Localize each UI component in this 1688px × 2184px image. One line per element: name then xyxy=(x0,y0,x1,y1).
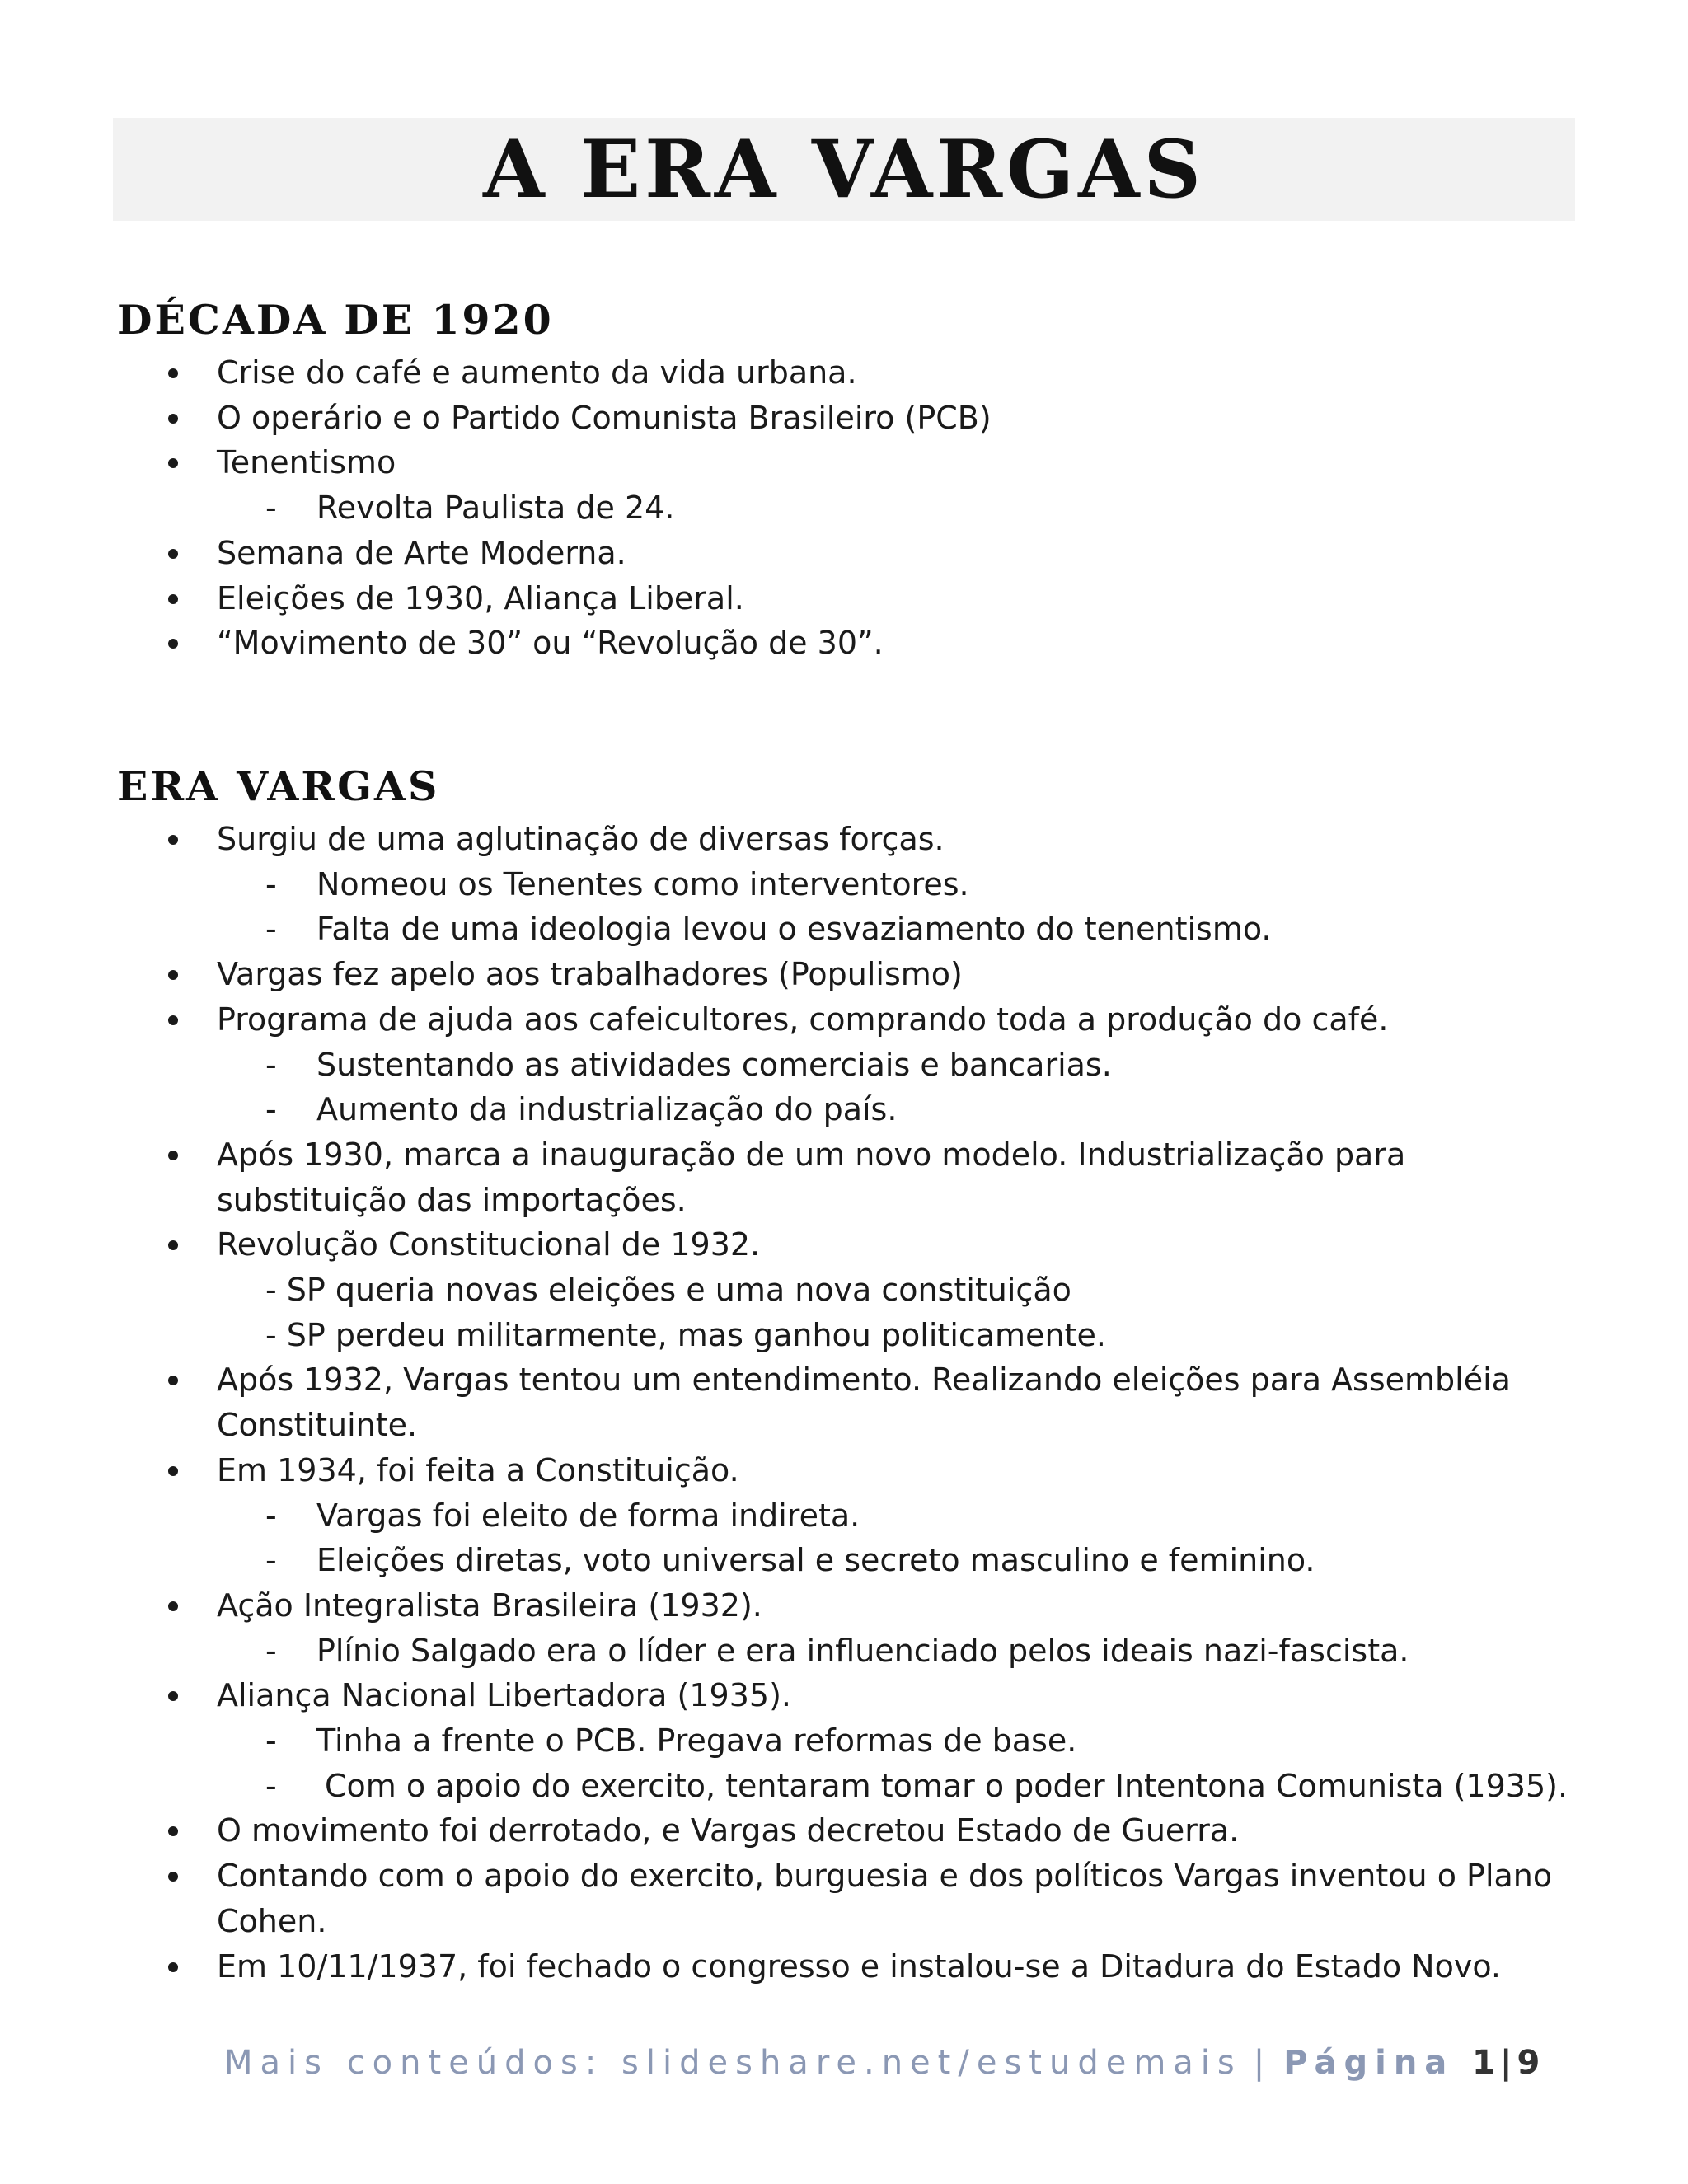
sub-item xyxy=(117,1629,1592,1674)
list-item xyxy=(117,531,1592,576)
sub-item xyxy=(117,1313,1592,1358)
dash-marker: - xyxy=(265,1497,277,1534)
sub-item xyxy=(117,1043,1592,1088)
list-item-text: Crise do café e aumento da vida urbana. xyxy=(217,354,857,391)
page-current: 1 xyxy=(1472,2044,1500,2082)
sub-item-text: Tinha a frente o PCB. Pregava reformas de base. xyxy=(316,1722,1077,1760)
bullet-icon xyxy=(168,1691,178,1701)
list-item xyxy=(117,1673,1592,1718)
sub-item-text: - SP perdeu militarmente, mas ganhou politicamente. xyxy=(265,1316,1106,1353)
dash-marker: - xyxy=(265,911,277,948)
list-item-text: Após 1932, Vargas tentou um entendimento. Realizando eleições para Assembléia xyxy=(217,1361,1511,1399)
bullet-icon xyxy=(168,1466,178,1476)
sub-item xyxy=(117,1087,1592,1132)
bullet-icon xyxy=(168,835,178,845)
sub-item xyxy=(117,1764,1592,1809)
dash-marker: - xyxy=(265,490,277,527)
sub-item-text: Falta de uma ideologia levou o esvaziamento do tenentismo. xyxy=(316,911,1272,948)
list-item-text: O movimento foi derrotado, e Vargas decretou Estado de Guerra. xyxy=(217,1812,1240,1849)
list-item xyxy=(117,350,1592,396)
list-item xyxy=(117,1854,1592,1943)
bullet-icon xyxy=(168,1872,178,1882)
footer-source: Mais conteúdos: slideshare.net/estudemais xyxy=(224,2044,1242,2082)
list-item-text: Aliança Nacional Libertadora (1935). xyxy=(217,1677,791,1714)
list-item-text: Em 1934, foi feita a Constituição. xyxy=(217,1451,739,1488)
list-item-text-continued: substituição das importações. xyxy=(217,1181,687,1218)
title-banner xyxy=(113,118,1575,221)
list-item xyxy=(117,817,1592,862)
list-item-text: Tenentismo xyxy=(217,444,396,481)
section-decada-1920 xyxy=(117,289,1592,666)
list-item xyxy=(117,1222,1592,1268)
sub-item-text: Nomeou os Tenentes como interventores. xyxy=(316,865,969,902)
page-footer xyxy=(224,2042,1545,2083)
sub-item xyxy=(117,862,1592,907)
bullet-icon xyxy=(168,458,178,468)
list-item-text: O operário e o Partido Comunista Brasileiro (PCB) xyxy=(217,399,992,436)
list-item xyxy=(117,952,1592,997)
list-item-text-continued: Constituinte. xyxy=(217,1407,418,1444)
sub-item xyxy=(117,907,1592,952)
list-item-text-continued: Cohen. xyxy=(217,1902,327,1939)
sub-item-text: Revolta Paulista de 24. xyxy=(316,490,675,527)
dash-marker: - xyxy=(265,1046,277,1083)
dash-marker: - xyxy=(265,1542,277,1579)
bullet-icon xyxy=(168,1151,178,1160)
page-title: A ERA VARGAS xyxy=(483,122,1205,216)
list-item xyxy=(117,1132,1592,1222)
list-item-text: Em 10/11/1937, foi fechado o congresso e instalou-se a Ditadura do Estado Novo. xyxy=(217,1947,1501,1985)
list-item-text: Ação Integralista Brasileira (1932). xyxy=(217,1586,762,1624)
dash-marker: - xyxy=(265,1767,277,1804)
dash-marker: - xyxy=(265,1722,277,1760)
bullet-icon xyxy=(168,1240,178,1250)
list-item xyxy=(117,1808,1592,1854)
sub-item xyxy=(117,1538,1592,1583)
sub-item xyxy=(117,1268,1592,1313)
sub-item-text: Eleições diretas, voto universal e secreto masculino e feminino. xyxy=(316,1542,1315,1579)
bullet-icon xyxy=(168,1601,178,1611)
bullet-icon xyxy=(168,414,178,424)
bullet-icon xyxy=(168,594,178,604)
sub-item-text: Plínio Salgado era o líder e era influenciado pelos ideais nazi-fascista. xyxy=(316,1632,1409,1669)
list-item xyxy=(117,440,1592,485)
sub-item-text: Vargas foi eleito de forma indireta. xyxy=(316,1497,860,1534)
section-heading: DÉCADA DE 1920 xyxy=(117,296,554,344)
page-total: 9 xyxy=(1517,2044,1545,2082)
bullet-list xyxy=(117,350,1592,666)
list-item xyxy=(117,621,1592,666)
bullet-icon xyxy=(168,639,178,649)
list-item xyxy=(117,576,1592,621)
list-item-text: Programa de ajuda aos cafeicultores, comprando toda a produção do café. xyxy=(217,1001,1389,1038)
footer-page-label: Página xyxy=(1283,2044,1455,2082)
sub-item-text: Sustentando as atividades comerciais e bancarias. xyxy=(316,1046,1112,1083)
list-item-text: Surgiu de uma aglutinação de diversas forças. xyxy=(217,821,945,857)
list-item-text: Contando com o apoio do exercito, burguesia e dos políticos Vargas inventou o Plano xyxy=(217,1858,1553,1895)
bullet-icon xyxy=(168,1376,178,1385)
list-item-text: “Movimento de 30” ou “Revolução de 30”. xyxy=(217,625,884,662)
list-item xyxy=(117,1583,1592,1629)
page-number-separator: | xyxy=(1499,2044,1517,2082)
list-item xyxy=(117,1944,1592,1990)
bullet-icon xyxy=(168,1826,178,1836)
sub-item xyxy=(117,1718,1592,1764)
bullet-icon xyxy=(168,1962,178,1972)
footer-separator: | xyxy=(1253,2044,1273,2082)
section-heading: ERA VARGAS xyxy=(117,762,440,810)
bullet-icon xyxy=(168,1015,178,1025)
list-item-text: Semana de Arte Moderna. xyxy=(217,534,626,571)
list-item-text: Eleições de 1930, Aliança Liberal. xyxy=(217,579,744,616)
list-item-text: Vargas fez apelo aos trabalhadores (Populismo) xyxy=(217,956,963,993)
sub-item-text: - SP queria novas eleições e uma nova constituição xyxy=(265,1272,1071,1309)
sub-item-text: Com o apoio do exercito, tentaram tomar o poder Intentona Comunista (1935). xyxy=(325,1767,1568,1804)
section-era-vargas xyxy=(117,756,1592,1989)
list-item-text: Revolução Constitucional de 1932. xyxy=(217,1226,761,1263)
dash-marker: - xyxy=(265,1091,277,1128)
bullet-list xyxy=(117,817,1592,1989)
bullet-icon xyxy=(168,549,178,559)
list-item xyxy=(117,1357,1592,1447)
list-item-text: Após 1930, marca a inauguração de um novo modelo. Industrialização para xyxy=(217,1136,1406,1173)
sub-item xyxy=(117,1493,1592,1539)
list-item xyxy=(117,396,1592,441)
dash-marker: - xyxy=(265,1632,277,1669)
bullet-icon xyxy=(168,970,178,980)
sub-item xyxy=(117,485,1592,531)
dash-marker: - xyxy=(265,865,277,902)
list-item xyxy=(117,997,1592,1043)
bullet-icon xyxy=(168,368,178,378)
list-item xyxy=(117,1448,1592,1493)
sub-item-text: Aumento da industrialização do país. xyxy=(316,1091,898,1128)
